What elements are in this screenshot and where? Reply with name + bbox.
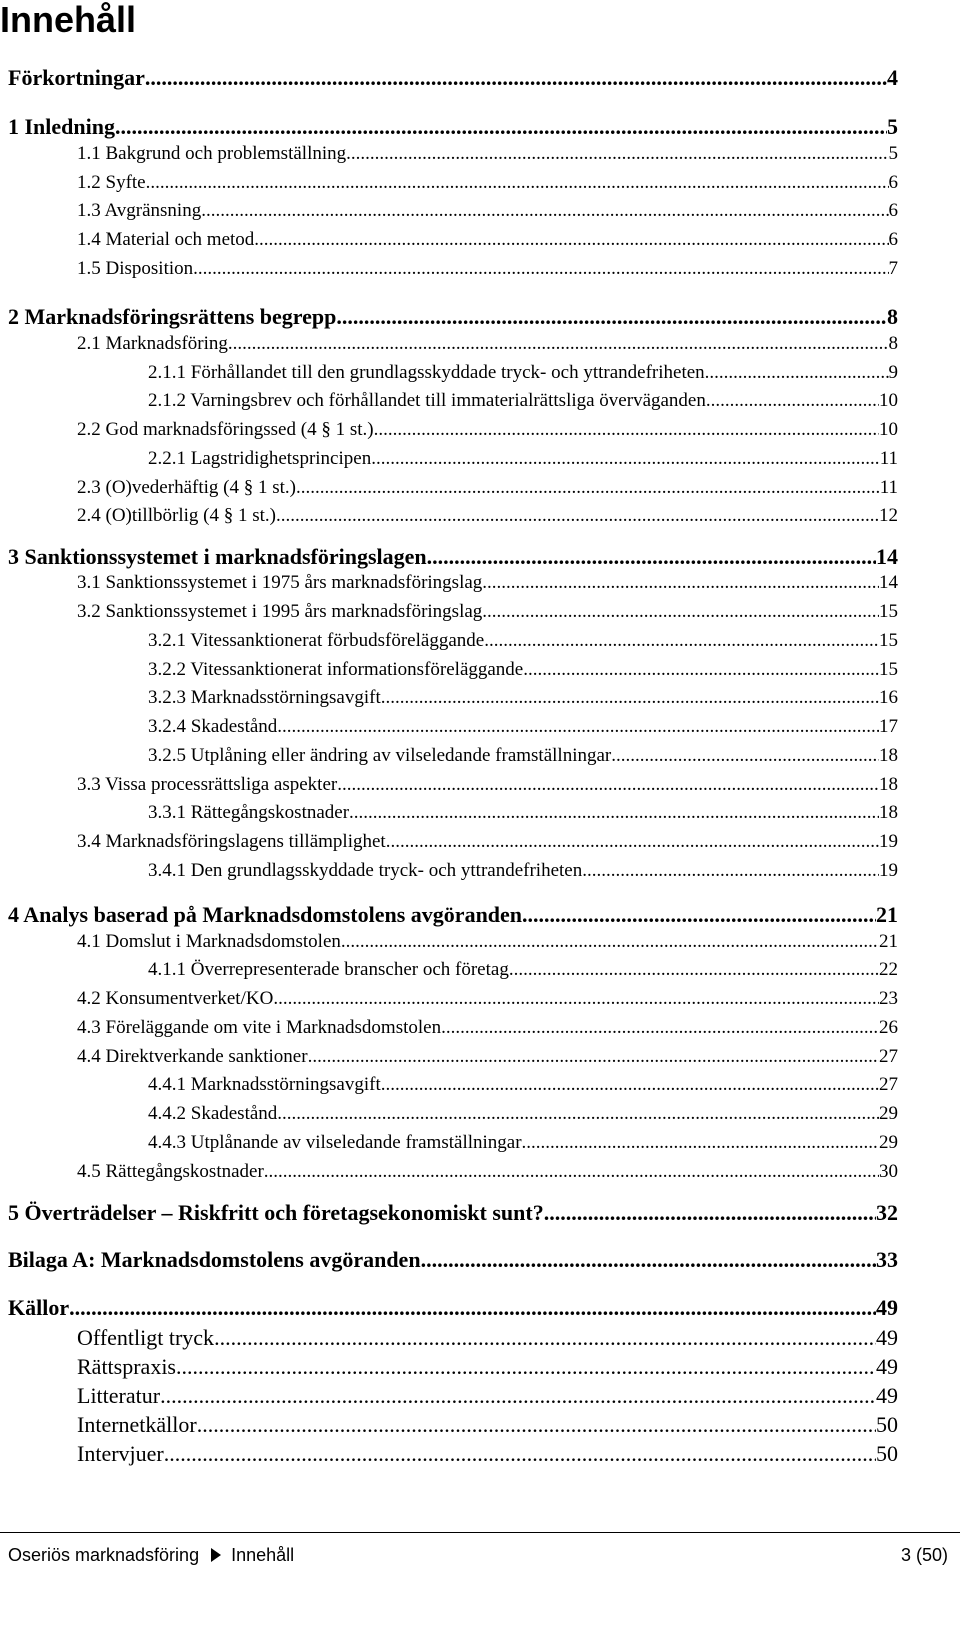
footer-divider <box>0 1532 960 1533</box>
toc-entry[interactable] <box>8 544 898 570</box>
toc-entry[interactable] <box>77 774 898 796</box>
toc-leader-dots <box>509 959 879 981</box>
toc-entry-label: 2.2 God marknadsföringssed (4 § 1 st.) <box>77 419 374 440</box>
toc-entry[interactable] <box>77 419 898 441</box>
toc-entry[interactable] <box>77 1325 898 1351</box>
toc-entry-label: Förkortningar <box>8 65 145 90</box>
toc-leader-dots <box>146 172 889 194</box>
toc-entry-label: 1 Inledning <box>8 114 115 139</box>
toc-entry-page: 49 <box>876 1383 898 1408</box>
toc-leader-dots <box>276 505 879 527</box>
toc-entry-page: 16 <box>879 687 898 708</box>
toc-leader-dots <box>197 1412 876 1438</box>
toc-entry-label: 2 Marknadsföringsrättens begrepp <box>8 304 337 329</box>
toc-entry-page: 30 <box>879 1161 898 1182</box>
toc-leader-dots <box>336 304 887 330</box>
toc-entry-label: 4 Analys baserad på Marknadsdomstolens avgöranden <box>8 902 523 927</box>
toc-leader-dots <box>277 1103 879 1125</box>
toc-entry-label: 1.4 Material och metod <box>77 229 255 250</box>
toc-entry[interactable] <box>77 1412 898 1438</box>
toc-entry-label: 2.1.1 Förhållandet till den grundlagsskyddade tryck- och yttrandefriheten <box>148 362 705 383</box>
toc-leader-dots <box>421 1247 876 1273</box>
toc-leader-dots <box>341 931 879 953</box>
toc-leader-dots <box>386 831 879 853</box>
toc-entry[interactable] <box>77 229 898 251</box>
toc-entry[interactable] <box>77 601 898 623</box>
footer-doc-title: Oseriös marknadsföring <box>8 1545 200 1565</box>
toc-entry-label: 5 Överträdelser – Riskfritt och företagsekonomiskt sunt? <box>8 1200 544 1225</box>
toc-entry[interactable] <box>148 860 898 882</box>
toc-entry-label: 3.4 Marknadsföringslagens tillämplighet <box>77 831 386 852</box>
toc-entry-label: Bilaga A: Marknadsdomstolens avgöranden <box>8 1247 421 1272</box>
toc-entry[interactable] <box>77 1441 898 1467</box>
toc-entry-label: 2.1 Marknadsföring <box>77 333 228 354</box>
footer-section: Innehåll <box>231 1545 295 1565</box>
toc-entry-page: 14 <box>876 544 898 569</box>
toc-leader-dots <box>374 419 879 441</box>
page-title: Innehåll <box>0 0 137 40</box>
toc-leader-dots <box>273 988 879 1010</box>
toc-entry[interactable] <box>8 304 898 330</box>
toc-leader-dots <box>193 258 888 280</box>
toc-entry[interactable] <box>77 143 898 165</box>
toc-entry-page: 19 <box>879 831 898 852</box>
toc-entry-page: 32 <box>876 1200 898 1225</box>
toc-entry-page: 49 <box>876 1354 898 1379</box>
toc-entry-label: Litteratur <box>77 1383 161 1408</box>
toc-leader-dots <box>277 716 879 738</box>
toc-entry-page: 29 <box>879 1132 898 1153</box>
toc-leader-dots <box>482 572 879 594</box>
toc-entry-label: Offentligt tryck <box>77 1325 215 1350</box>
toc-entry-page: 5 <box>888 143 898 164</box>
toc-leader-dots <box>115 114 887 140</box>
toc-leader-dots <box>254 229 888 251</box>
toc-entry-page: 17 <box>879 716 898 737</box>
toc-entry-page: 4 <box>887 65 898 90</box>
toc-entry[interactable] <box>8 1200 898 1226</box>
toc-entry-label: 3.2.3 Marknadsstörningsavgift <box>148 687 381 708</box>
toc-entry[interactable] <box>148 659 898 681</box>
toc-leader-dots <box>145 65 887 91</box>
toc-entry[interactable] <box>77 333 898 355</box>
toc-entry[interactable] <box>77 988 898 1010</box>
toc-leader-dots <box>160 1383 876 1409</box>
toc-entry-label: 1.1 Bakgrund och problemställning <box>77 143 347 164</box>
toc-entry-page: 23 <box>879 988 898 1009</box>
toc-entry-label: 3.1 Sanktionssystemet i 1975 års marknadsföringslag <box>77 572 483 593</box>
toc-entry-label: 2.3 (O)vederhäftig (4 § 1 st.) <box>77 477 296 498</box>
toc-leader-dots <box>705 362 889 384</box>
toc-entry-label: 1.3 Avgränsning <box>77 200 202 221</box>
toc-entry-page: 27 <box>879 1046 898 1067</box>
toc-entry-page: 27 <box>879 1074 898 1095</box>
toc-leader-dots <box>522 902 876 928</box>
toc-entry[interactable] <box>148 745 898 767</box>
toc-entry-page: 18 <box>879 745 898 766</box>
toc-entry[interactable] <box>77 200 898 222</box>
toc-leader-dots <box>544 1200 876 1226</box>
toc-entry[interactable] <box>148 687 898 709</box>
toc-entry[interactable] <box>148 716 898 738</box>
toc-entry[interactable] <box>77 1383 898 1409</box>
toc-entry-page: 15 <box>879 630 898 651</box>
toc-entry-page: 8 <box>888 333 898 354</box>
toc-leader-dots <box>482 601 879 623</box>
toc-entry-label: 4.3 Föreläggande om vite i Marknadsdomstolen <box>77 1017 442 1038</box>
toc-entry[interactable] <box>148 448 898 470</box>
toc-entry-label: 3.4.1 Den grundlagsskyddade tryck- och yttrandefriheten <box>148 860 583 881</box>
toc-entry[interactable] <box>77 1161 898 1183</box>
toc-entry-page: 6 <box>888 200 898 221</box>
toc-leader-dots <box>214 1325 876 1351</box>
toc-leader-dots <box>381 687 879 709</box>
footer-page-number: 3 (50) <box>900 1545 948 1565</box>
toc-entry-label: 3.2.5 Utplåning eller ändring av vilseledande framställningar <box>148 745 612 766</box>
toc-entry[interactable] <box>148 362 898 384</box>
toc-entry-page: 33 <box>876 1247 898 1272</box>
toc-entry[interactable] <box>148 959 898 981</box>
toc-entry[interactable] <box>8 1247 898 1273</box>
toc-entry-label: 3.3 Vissa processrättsliga aspekter <box>77 774 338 795</box>
toc-entry[interactable] <box>148 390 898 412</box>
toc-entry-page: 22 <box>879 959 898 980</box>
toc-leader-dots <box>427 544 876 570</box>
toc-entry[interactable] <box>77 258 898 280</box>
toc-entry[interactable] <box>77 831 898 853</box>
toc-entry-label: 3 Sanktionssystemet i marknadsföringslagen <box>8 544 427 569</box>
toc-leader-dots <box>308 1046 879 1068</box>
toc-entry[interactable] <box>148 1132 898 1154</box>
toc-entry-page: 19 <box>879 860 898 881</box>
toc-entry-page: 49 <box>876 1325 898 1350</box>
toc-entry[interactable] <box>148 802 898 824</box>
page-footer <box>0 1540 960 1570</box>
toc-entry[interactable] <box>77 505 898 527</box>
toc-entry-page: 21 <box>876 902 898 927</box>
toc-entry-page: 29 <box>879 1103 898 1124</box>
toc-entry[interactable] <box>77 572 898 594</box>
toc-leader-dots <box>582 860 879 882</box>
toc-entry[interactable] <box>77 172 898 194</box>
toc-entry-page: 15 <box>879 601 898 622</box>
toc-entry-page: 26 <box>879 1017 898 1038</box>
toc-entry-page: 21 <box>879 931 898 952</box>
toc-entry-page: 18 <box>879 802 898 823</box>
toc-entry-page: 11 <box>879 477 898 498</box>
toc-entry-label: 3.3.1 Rättegångskostnader <box>148 802 350 823</box>
toc-leader-dots <box>611 745 879 767</box>
toc-entry-label: Rättspraxis <box>77 1354 176 1379</box>
toc-leader-dots <box>264 1161 879 1183</box>
toc-leader-dots <box>228 333 889 355</box>
toc-entry-label: 4.4.1 Marknadsstörningsavgift <box>148 1074 381 1095</box>
toc-entry-page: 9 <box>888 362 898 383</box>
toc-leader-dots <box>349 802 879 824</box>
toc-entry-page: 5 <box>887 114 898 139</box>
toc-entry-label: Källor <box>8 1295 70 1320</box>
toc-entry-label: 2.1.2 Varningsbrev och förhållandet till immaterialrättsliga överväganden <box>148 390 706 411</box>
toc-entry-page: 12 <box>879 505 898 526</box>
toc-leader-dots <box>522 1132 879 1154</box>
toc-entry-label: 3.2.1 Vitessanktionerat förbudsföreläggande <box>148 630 485 651</box>
toc-entry-label: 4.1 Domslut i Marknadsdomstolen <box>77 931 341 952</box>
toc-leader-dots <box>706 390 879 412</box>
toc-entry-label: 4.1.1 Överrepresenterade branscher och företag <box>148 959 509 980</box>
toc-entry-label: Intervjuer <box>77 1441 164 1466</box>
toc-entry-page: 14 <box>879 572 898 593</box>
toc-entry-page: 50 <box>876 1441 898 1466</box>
toc-leader-dots <box>523 659 879 681</box>
toc-entry-label: 1.5 Disposition <box>77 258 194 279</box>
toc-entry-page: 49 <box>876 1295 898 1320</box>
toc-entry-label: 4.4.2 Skadestånd <box>148 1103 278 1124</box>
triangle-right-icon <box>211 1548 221 1562</box>
footer-breadcrumb <box>8 1540 294 1570</box>
toc-entry-page: 15 <box>879 659 898 680</box>
toc-entry-label: 4.4 Direktverkande sanktioner <box>77 1046 308 1067</box>
toc-entry[interactable] <box>8 902 898 928</box>
toc-entry[interactable] <box>77 1354 898 1380</box>
toc-entry-label: 1.2 Syfte <box>77 172 146 193</box>
toc-entry-page: 18 <box>879 774 898 795</box>
toc-leader-dots <box>337 774 879 796</box>
toc-entry-page: 6 <box>888 229 898 250</box>
toc-entry[interactable] <box>77 1017 898 1039</box>
toc-entry-page: 8 <box>887 304 898 329</box>
toc-leader-dots <box>201 200 888 222</box>
toc-leader-dots <box>441 1017 879 1039</box>
toc-entry-page: 7 <box>888 258 898 279</box>
toc-entry-page: 6 <box>888 172 898 193</box>
toc-leader-dots <box>296 477 880 499</box>
toc-leader-dots <box>371 448 879 470</box>
toc-entry[interactable] <box>77 1046 898 1068</box>
toc-entry-label: 3.2.4 Skadestånd <box>148 716 278 737</box>
toc-leader-dots <box>164 1441 876 1467</box>
toc-entry[interactable] <box>77 931 898 953</box>
toc-entry[interactable] <box>148 630 898 652</box>
toc-entry-label: 4.5 Rättegångskostnader <box>77 1161 264 1182</box>
toc-entry-page: 10 <box>879 390 898 411</box>
toc-entry-label: 3.2 Sanktionssystemet i 1995 års marknadsföringslag <box>77 601 483 622</box>
toc-entry-label: 2.4 (O)tillbörlig (4 § 1 st.) <box>77 505 276 526</box>
toc-entry[interactable] <box>8 1295 898 1321</box>
toc-entry-label: Internetkällor <box>77 1412 197 1437</box>
toc-entry[interactable] <box>148 1103 898 1125</box>
toc-leader-dots <box>484 630 879 652</box>
toc-leader-dots <box>346 143 888 165</box>
toc-entry-label: 2.2.1 Lagstridighetsprincipen <box>148 448 372 469</box>
toc-entry-page: 50 <box>876 1412 898 1437</box>
toc-entry[interactable] <box>8 114 898 140</box>
toc-leader-dots <box>69 1295 876 1321</box>
toc-entry-page: 11 <box>879 448 898 469</box>
toc-leader-dots <box>176 1354 876 1380</box>
toc-entry-page: 10 <box>879 419 898 440</box>
toc-leader-dots <box>381 1074 879 1096</box>
toc-entry-label: 3.2.2 Vitessanktionerat informationsföreläggande <box>148 659 524 680</box>
toc-entry-label: 4.2 Konsumentverket/KO <box>77 988 274 1009</box>
toc-entry-label: 4.4.3 Utplånande av vilseledande framställningar <box>148 1132 522 1153</box>
toc-entry[interactable] <box>8 65 898 91</box>
toc-entry[interactable] <box>77 477 898 499</box>
toc-entry[interactable] <box>148 1074 898 1096</box>
